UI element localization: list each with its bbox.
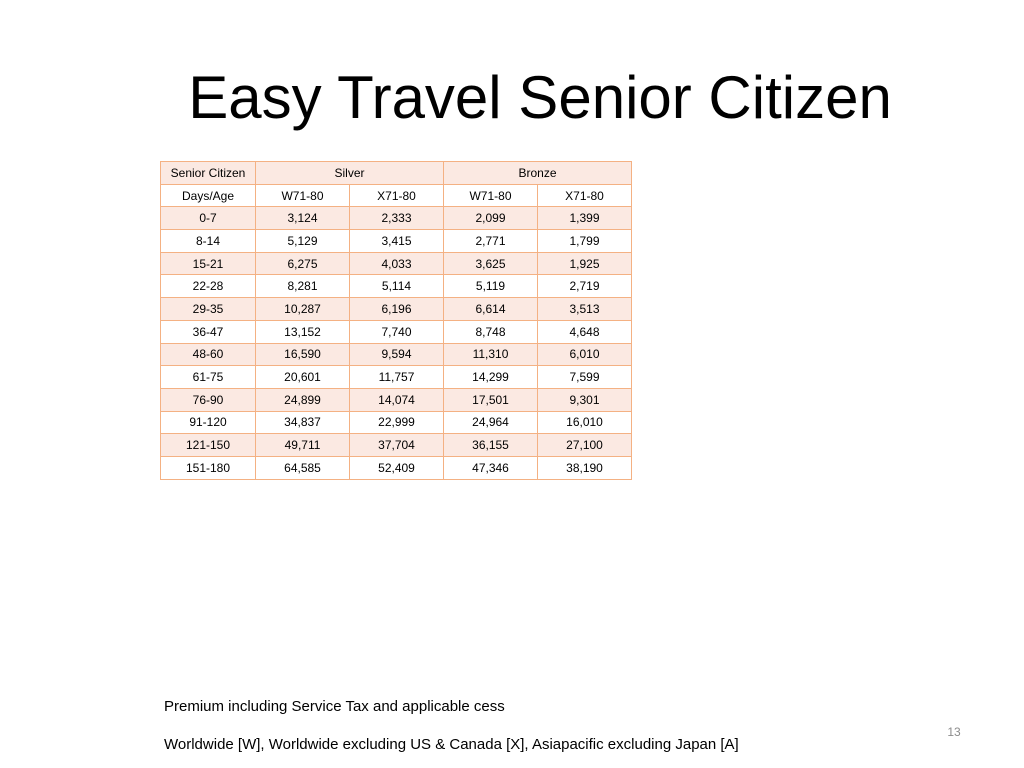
table-header-row [161,162,632,185]
premium-cell: 1,925 [538,252,632,275]
premium-cell: 11,757 [350,366,444,389]
premium-cell: 47,346 [444,456,538,479]
subheader-cell: Days/Age [161,184,256,207]
table-row [161,366,632,389]
premium-cell: 2,771 [444,230,538,253]
table-row [161,320,632,343]
header-cell-silver: Silver [256,162,444,185]
premium-cell: 8,281 [256,275,350,298]
table-subheader-row [161,184,632,207]
days-range-cell: 91-120 [161,411,256,434]
premium-cell: 34,837 [256,411,350,434]
subheader-cell: X71-80 [538,184,632,207]
days-range-cell: 151-180 [161,456,256,479]
table-row [161,434,632,457]
premium-cell: 3,625 [444,252,538,275]
premium-cell: 5,129 [256,230,350,253]
table-row [161,388,632,411]
premium-cell: 1,799 [538,230,632,253]
premium-cell: 3,513 [538,298,632,321]
premium-cell: 24,964 [444,411,538,434]
premium-cell: 6,010 [538,343,632,366]
premium-cell: 64,585 [256,456,350,479]
table-row [161,456,632,479]
header-cell-bronze: Bronze [444,162,632,185]
days-range-cell: 36-47 [161,320,256,343]
premium-cell: 4,648 [538,320,632,343]
table-row [161,298,632,321]
premium-cell: 14,299 [444,366,538,389]
days-range-cell: 8-14 [161,230,256,253]
premium-cell: 52,409 [350,456,444,479]
premium-rate-table [160,161,632,480]
days-range-cell: 121-150 [161,434,256,457]
premium-cell: 2,719 [538,275,632,298]
premium-cell: 1,399 [538,207,632,230]
premium-cell: 13,152 [256,320,350,343]
table-row [161,411,632,434]
premium-cell: 16,590 [256,343,350,366]
premium-cell: 11,310 [444,343,538,366]
premium-cell: 2,099 [444,207,538,230]
premium-cell: 5,114 [350,275,444,298]
days-range-cell: 0-7 [161,207,256,230]
subheader-cell: W71-80 [256,184,350,207]
days-range-cell: 22-28 [161,275,256,298]
premium-cell: 9,594 [350,343,444,366]
premium-cell: 37,704 [350,434,444,457]
premium-cell: 2,333 [350,207,444,230]
premium-cell: 8,748 [444,320,538,343]
premium-cell: 9,301 [538,388,632,411]
slide-title: Easy Travel Senior Citizen [188,64,892,131]
days-range-cell: 48-60 [161,343,256,366]
premium-cell: 14,074 [350,388,444,411]
premium-cell: 22,999 [350,411,444,434]
footnote-region-legend: Worldwide [W], Worldwide excluding US & Canada [X], Asiapacific excluding Japan [A] [164,736,739,753]
premium-cell: 27,100 [538,434,632,457]
premium-cell: 3,415 [350,230,444,253]
premium-cell: 38,190 [538,456,632,479]
table-row [161,230,632,253]
table-row [161,343,632,366]
days-range-cell: 29-35 [161,298,256,321]
premium-cell: 3,124 [256,207,350,230]
premium-cell: 20,601 [256,366,350,389]
days-range-cell: 76-90 [161,388,256,411]
premium-cell: 24,899 [256,388,350,411]
premium-cell: 16,010 [538,411,632,434]
premium-cell: 6,275 [256,252,350,275]
premium-cell: 17,501 [444,388,538,411]
premium-cell: 10,287 [256,298,350,321]
table-row [161,252,632,275]
premium-cell: 7,599 [538,366,632,389]
table-row [161,207,632,230]
page-number: 13 [947,725,961,739]
premium-cell: 7,740 [350,320,444,343]
subheader-cell: W71-80 [444,184,538,207]
footnote-premium-tax: Premium including Service Tax and applicable cess [164,698,505,715]
days-range-cell: 61-75 [161,366,256,389]
premium-cell: 6,614 [444,298,538,321]
header-cell-category: Senior Citizen [161,162,256,185]
days-range-cell: 15-21 [161,252,256,275]
table-row [161,275,632,298]
premium-cell: 49,711 [256,434,350,457]
premium-cell: 5,119 [444,275,538,298]
premium-cell: 4,033 [350,252,444,275]
premium-cell: 6,196 [350,298,444,321]
subheader-cell: X71-80 [350,184,444,207]
premium-cell: 36,155 [444,434,538,457]
